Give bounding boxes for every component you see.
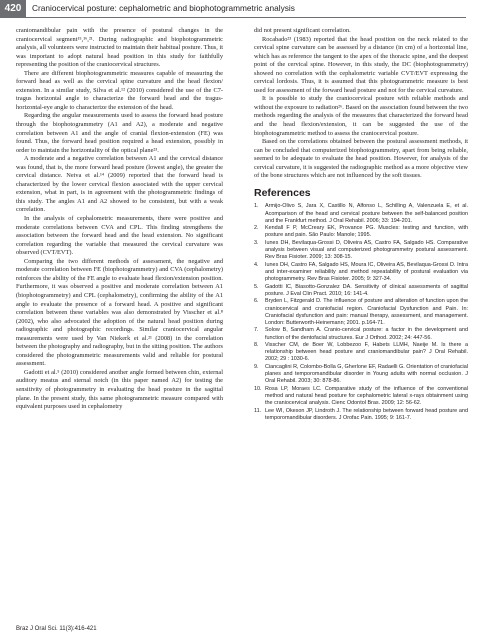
paragraph: Rocabado²³ (1983) reported that the head position on the neck related to the cervical spine curvature can be assessed by a distance (in cm) of a horizontal line, which has as reference the tangent to the apex of the thoracic spine, and the deepest point of the cervical spine. However, in this study, the DC (biophotogrammetry) showed no correlation with the cephalometric variable CVT/EVT expressing the cervical lordosis. Thus, it is assumed that this photogrammetric measure is best used for assessment of the forward head posture and not for the cervical curvature. xyxy=(254,35,468,94)
header-rule xyxy=(26,17,466,18)
reference-text: Iunes DH, Bevilaqua-Grossi D, Oliveira AS, Castro FA, Salgado HS. Comparative analysis between visual and computerized photogrammetry postural assessment. Rev Bras Fisioter. 2009; 13: 308-15. xyxy=(265,239,468,261)
reference-list xyxy=(254,203,468,422)
reference-text: Ciancaglini R, Colombo-Bolla G, Gherlone EF, Radaelli G. Orientation of craniofacial planes and temporomandibular disorder in Young adults with normal occlusion. J Oral Rehabil. 2003; 30: 878-86. xyxy=(265,363,468,385)
reference-item xyxy=(254,342,468,363)
paragraph: It is possible to study the craniocervical posture with reliable methods and without the exposure to radiation²⁶. Based on the association found between the two methods regarding the analysis of the measures that characterized the forward head and the head flexion/extension, it can be suggested the use of the biophotogrammetric method to assess the craniocervical posture. xyxy=(254,95,468,137)
reference-number: 10. xyxy=(254,385,262,392)
reference-number: 4. xyxy=(254,261,259,268)
reference-text: Iunes DH, Castro FA, Salgado HS, Moura IC, Oliveira AS, Bevilaqua-Grossi D. Intra and inter-examiner reliability and method repeatability of postural evaluation via photogrammetry. Rev Bras Fisioter. 2005; 9: 327-34. xyxy=(265,261,468,283)
page-header xyxy=(0,0,479,22)
paragraph: Comparing the two different methods of assessment, the negative and moderate correlation between FE (biophotogrammetry) and CVA (cephalometry) reinforces the ability of the FE angle to evaluate head flexion/extension position. Furthermore, it was observed a positive and moderate correlation between A1 (biophotogrammetry) and CPL (cephalometry), confirming the ability of the A1 angle to evaluate the presence of a forward head. A positive and significant correlation between these variables was also demonstrated by Visscher et al.⁸ (2002), who also advocated the adoption of the natural head position during radiographic and photographic recordings. Similar craniocervical angular measurements were used by Van Niekerk et al.²¹ (2008) in the correlation between the photography and radiography, but in the sitting position. The authors considered the photogrammetric measurements valid and reliable for postural assessment. xyxy=(16,257,223,368)
reference-item xyxy=(254,262,468,283)
reference-number: 3. xyxy=(254,239,259,246)
running-title: Craniocervical posture: cephalometric and biophotogrammetric analysis xyxy=(32,3,295,13)
reference-text: Lee WI, Okeson JP, Lindroth J. The relationship between forward head posture and temporomandibular disorders. J Orofac Pain. 1995; 9: 161-7. xyxy=(265,407,468,421)
reference-text: Solow B, Sandham A. Cranio-cervical posture: a factor in the development and function of the dentofacial structures. Eur J Orthod. 2002; 24: 447-56. xyxy=(265,327,468,341)
page-number: 420 xyxy=(0,0,26,18)
reference-item xyxy=(254,327,468,341)
reference-item xyxy=(254,408,468,422)
paragraph: Gadotti et al.⁵ (2010) considered another angle formed between chin, external auditory meatus and sternal notch (in this paper named A2) for testing the sensitivity of photogrammetry in evaluating the head posture in the sagittal plane. In the present study, this same photogrammetric measure compared with equivalent purposes used in cephalometry xyxy=(16,368,223,411)
right-column xyxy=(254,27,468,422)
paragraph: In the analysis of cephalometric measurements, there were positive and moderate correlations between CVA and CPL. This finding strengthens the association between the forward head and the head extension. No significant correlation regarding the variable that measured the cervical curvature was observed (CVT/EVT). xyxy=(16,215,223,257)
reference-text: Visscher CM, de Boer W, Lobbezoo F, Habets LLMH, Naeije M. Is there a relationship between head posture and craniomandibular pain? J Oral Rehabil. 2002; 29 : 1030-6. xyxy=(265,342,468,363)
reference-number: 6. xyxy=(254,298,259,305)
reference-item xyxy=(254,203,468,224)
reference-item xyxy=(254,364,468,385)
footer-citation: Braz J Oral Sci. 11(3):416-421 xyxy=(16,626,97,632)
reference-number: 8. xyxy=(254,342,259,349)
reference-item xyxy=(254,225,468,239)
reference-text: Gadotti IC, Biasotto-Gonzalez DA. Sensitivity of clinical assessments of sagittal posture. J Eval Clin Pract. 2010; 16: 141-4. xyxy=(265,283,468,297)
paragraph: A moderate and a negative correlation between A1 and the cervical distance was found, that is, the more forward head posture (lowest angle), the greater the cervical distance. Neiva et al.¹⁴ (2009) reported that the forward head is characterized by the lower cervical flexion associated with the upper cervical extension, what in part, is in agreement with the photogrammetric findings of this study. The angles A1 and A2 showed to be consistent, but with a weak correlation. xyxy=(16,155,223,214)
reference-number: 9. xyxy=(254,363,259,370)
reference-text: Armijo-Olivo S, Jara X, Castillo N, Alfonso L, Schilling A, Valenzuela E, et al. Acomparison of the head and cervical posture between the self-balanced position and the Frankfurt method. J Oral Rehabil. 2006; 33: 194-201. xyxy=(265,203,468,224)
references-heading: References xyxy=(254,186,311,199)
paragraph: Based on the correlations obtained between the postural assessment methods, it can be concluded that computerized biophotogrammetry, apart from being reliable, seemed to be adequate to evaluate the head position. However, for analysis of the cervical curvature, it is suggested the radiographic method as a more objective view of the bone structures which are not influenced by the soft tissues. xyxy=(254,138,468,180)
reference-number: 2. xyxy=(254,225,259,232)
paragraph: There are different biophotogrammetric measures capable of measuring the forward head as well as the cervical spine curvature and the head flexion/ extension. In a similar study, Silva et al.¹² (2010) considered the use of the C7-tragus horizontal angle to characterize the forward head and the tragus-horizontal-eye angle to characterize the extension of the head. xyxy=(16,69,223,111)
reference-item xyxy=(254,240,468,261)
reference-text: Rosa LP, Moraes LC. Comparative study of the influence of the conventional method and natural head posture for cephalometric lateral x-rays obtainment using the craniocervical analysis. Cienc Odontol Bras. 2009; 12: 56-62. xyxy=(265,385,468,407)
reference-number: 11. xyxy=(254,407,262,414)
reference-item xyxy=(254,298,468,327)
left-column xyxy=(16,27,223,412)
paragraph: craniomandibular pain with the presence of postural changes in the craniocervical segment¹⁵,¹⁶,²¹. During radiographic and biophotogrammetric analysis, all volunteers were instructed to maintain their habitual posture. Thus, it was important to adopt natural head position in this study for faithfully representing the position of the craniocervical structures. xyxy=(16,27,223,69)
reference-text: Bryden L, Fitzgerald D. The influence of posture and alteration of function upon the craniocervical and craniofacial region. Craniofacial Dysfunction and Pain. In: Craniofacial dysfunction and pain: manual therapy, assessment, and management. London: Butterworth-Heinemann; 2001. p.164-71. xyxy=(265,298,468,326)
reference-number: 5. xyxy=(254,283,259,290)
reference-item xyxy=(254,284,468,298)
paragraph: did not present significant correlation. xyxy=(254,27,351,34)
reference-number: 7. xyxy=(254,327,259,334)
paragraph: Regarding the angular measurements used to assess the forward head posture through the biophotogrammetry (A1 and A2), a moderate and negative correlation between A1 and the angle of cranial flexion-extension (FE) was found. Thus, the forward head position required a head extension, possibly in order to maintain the horizontality of the optical plane²³. xyxy=(16,112,223,154)
reference-number: 1. xyxy=(254,203,259,210)
reference-item xyxy=(254,386,468,407)
reference-text: Kendall F P, McCreary EK, Provance PG. Muscles: testing and function, with posture and pain. São Paulo: Manole; 1995. xyxy=(265,225,468,239)
